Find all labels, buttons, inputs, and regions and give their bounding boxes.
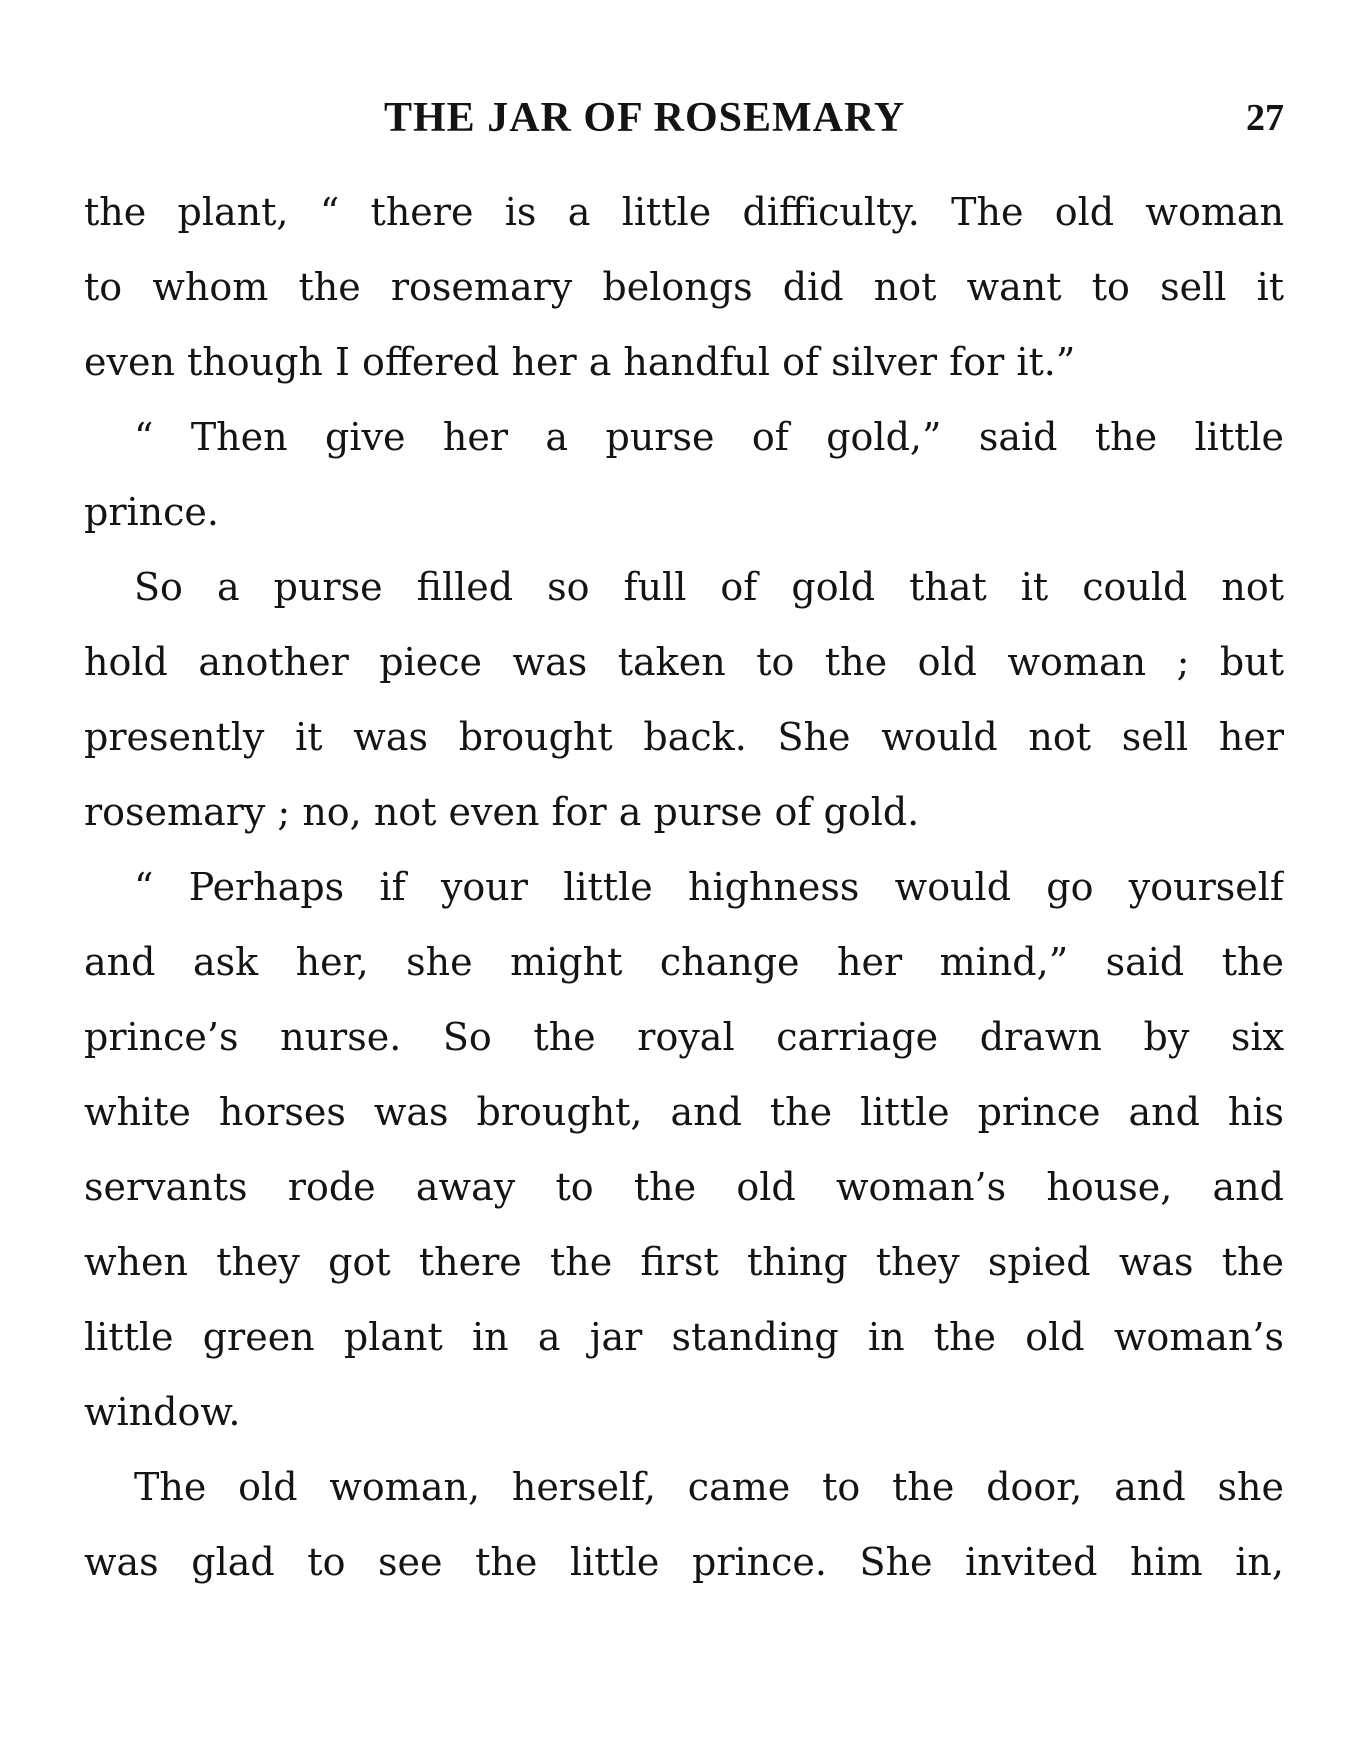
text-line: little green plant in a jar standing in the old woman’s bbox=[84, 1315, 1284, 1359]
text-line: prince. bbox=[84, 490, 219, 534]
paragraph-1 bbox=[84, 175, 1284, 400]
paragraph-3 bbox=[84, 550, 1284, 850]
text-line: hold another piece was taken to the old woman ; but bbox=[84, 640, 1284, 684]
running-title: THE JAR OF ROSEMARY bbox=[384, 95, 906, 141]
text-line: So a purse filled so full of gold that it could not bbox=[134, 565, 1284, 609]
text-line: the plant, “ there is a little difficulty. The old woman bbox=[84, 190, 1284, 234]
paragraph-5 bbox=[84, 1450, 1284, 1600]
text-line: when they got there the first thing they spied was the bbox=[84, 1240, 1284, 1284]
text-line: prince’s nurse. So the royal carriage drawn by six bbox=[84, 1015, 1284, 1059]
paragraph-2 bbox=[84, 400, 1284, 550]
text-line: to whom the rosemary belongs did not want to sell it bbox=[84, 265, 1284, 309]
text-line: window. bbox=[84, 1390, 241, 1434]
text-line: white horses was brought, and the little prince and his bbox=[84, 1090, 1284, 1134]
text-line: rosemary ; no, not even for a purse of gold. bbox=[84, 790, 920, 834]
text-line: The old woman, herself, came to the door, and she bbox=[134, 1465, 1284, 1509]
page-number: 27 bbox=[1246, 97, 1284, 139]
paragraph-4 bbox=[84, 850, 1284, 1450]
text-line: presently it was brought back. She would not sell her bbox=[84, 715, 1284, 759]
text-line: “ Perhaps if your little highness would go yourself bbox=[134, 865, 1284, 909]
text-line: and ask her, she might change her mind,” said the bbox=[84, 940, 1284, 984]
text-line: “ Then give her a purse of gold,” said the little bbox=[134, 415, 1284, 459]
running-header bbox=[84, 88, 1284, 148]
body-text bbox=[84, 175, 1284, 1600]
text-line: servants rode away to the old woman’s house, and bbox=[84, 1165, 1284, 1209]
text-line: was glad to see the little prince. She invited him in, bbox=[84, 1540, 1284, 1584]
text-line: even though I offered her a handful of silver for it.” bbox=[84, 340, 1076, 384]
